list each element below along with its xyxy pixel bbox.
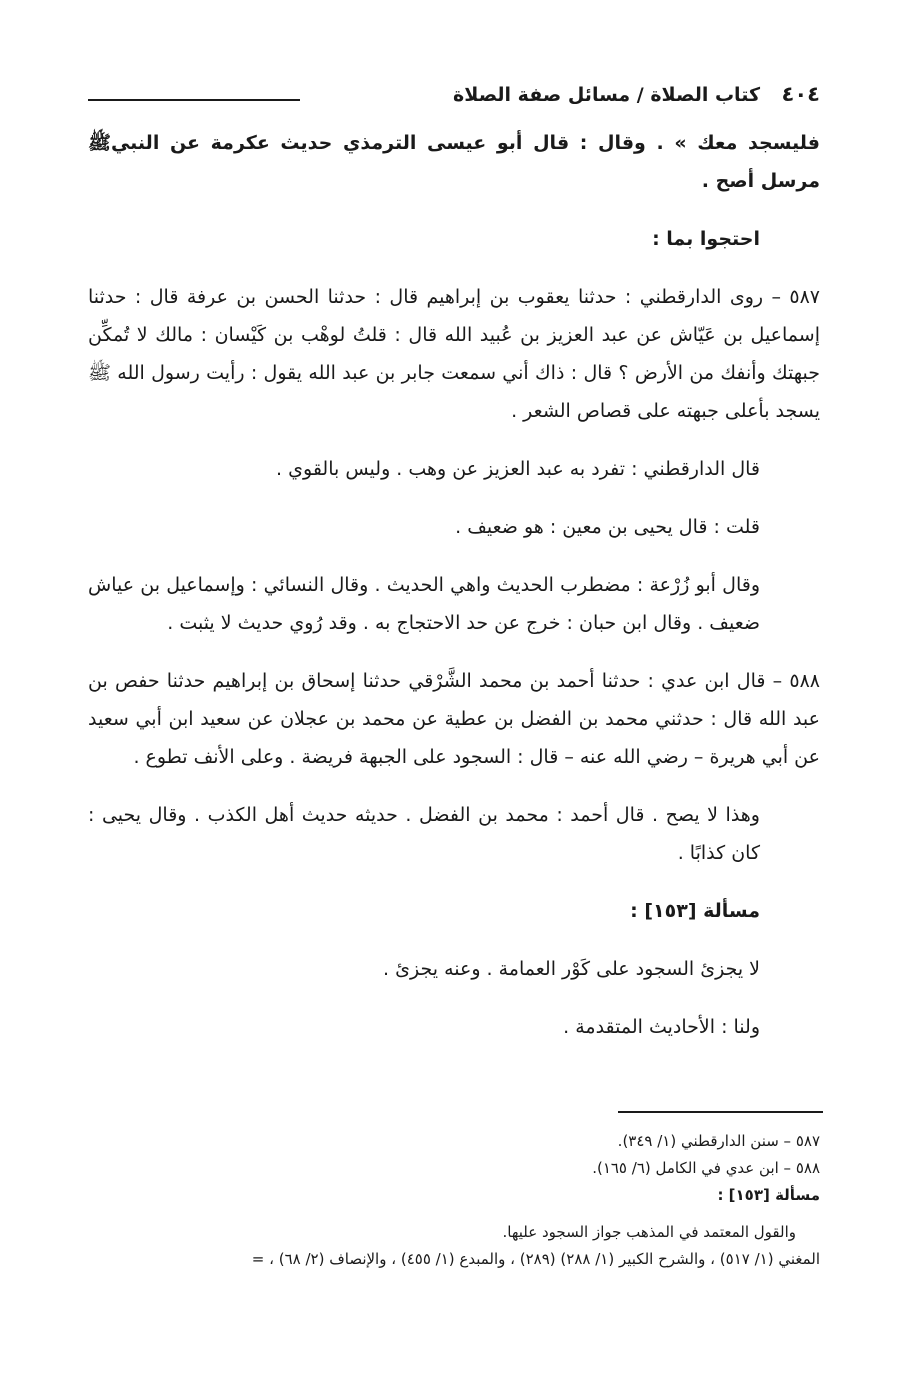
paragraph: قال الدارقطني : تفرد به عبد العزيز عن وهب . وليس بالقوي .: [276, 458, 760, 480]
issue-heading: مسألة [١٥٣] :: [630, 900, 760, 922]
paragraph: قلت : قال يحيى بن معين : هو ضعيف .: [455, 516, 760, 538]
footnote-heading: مسألة [١٥٣] :: [717, 1186, 820, 1204]
footnote: المغني (١/ ٥١٧) ، والشرح الكبير (١/ ٢٨٨) (٢٨٩) ، والمبدع (١/ ٤٥٥) ، والإنصاف (٢/ ٦٨) ، =: [251, 1250, 820, 1268]
footnote: والقول المعتمد في المذهب جواز السجود عليها.: [502, 1223, 796, 1241]
footnote: ٥٨٨ – ابن عدي في الكامل (٦/ ١٦٥).: [592, 1159, 820, 1177]
paragraph: لا يجزئ السجود على كَوْر العمامة . وعنه يجزئ .: [383, 958, 760, 980]
hadith-paragraph: ٥٨٧ – روى الدارقطني : حدثنا يعقوب بن إبراهيم قال : حدثنا الحسن بن عرفة قال : حدثنا إسماعيل بن عَيّاش عن عبد العزيز بن عُبيد الله قال : قلتُ لوهْب بن كَيْسان : مالك لا تُمكِّن جبهتك وأنفك من الأرض ؟ قال : ذاك أني سمعت جابر بن عبد الله يقول : رأيت رسول الله ﷺ يسجد بأعلى جبهته على قصاص الشعر .: [88, 286, 820, 422]
hadith-paragraph: ٥٨٨ – قال ابن عدي : حدثنا أحمد بن محمد الشَّرْقي حدثنا إسحاق بن إبراهيم حدثنا حفص بن عبد الله قال : حدثني محمد بن الفضل بن عطية عن محمد بن عجلان عن سعيد ابن أبي سعيد عن أبي هريرة – رضي الله عنه – قال : السجود على الجبهة فريضة . وعلى الأنف تطوع .: [88, 670, 820, 768]
section-heading: احتجوا بما :: [652, 228, 760, 250]
footnote: ٥٨٧ – سنن الدارقطني (١/ ٣٤٩).: [617, 1132, 820, 1150]
paragraph: وقال أبو زُرْعة : مضطرب الحديث واهي الحديث . وقال النسائي : وإسماعيل بن عياش ضعيف . وقال ابن حبان : خرج عن حد الاحتجاج به . وقد رُوي حديث لا يثبت .: [88, 574, 760, 634]
paragraph: ولنا : الأحاديث المتقدمة .: [563, 1016, 760, 1038]
paragraph: وهذا لا يصح . قال أحمد : محمد بن الفضل . حديثه حديث أهل الكذب . وقال يحيى : كان كذابًا .: [88, 804, 760, 864]
footnotes: [88, 1128, 820, 1273]
main-text: [88, 124, 820, 1046]
footnote-rule: [618, 1111, 823, 1113]
paragraph: فليسجد معك » . وقال : قال أبو عيسى الترمذي حديث عكرمة عن النبيﷺ مرسل أصح .: [88, 132, 820, 192]
running-header: [88, 82, 820, 112]
page-number: ٤٠٤: [781, 82, 820, 106]
running-title: كتاب الصلاة / مسائل صفة الصلاة: [453, 84, 760, 106]
header-rule: [88, 99, 300, 101]
